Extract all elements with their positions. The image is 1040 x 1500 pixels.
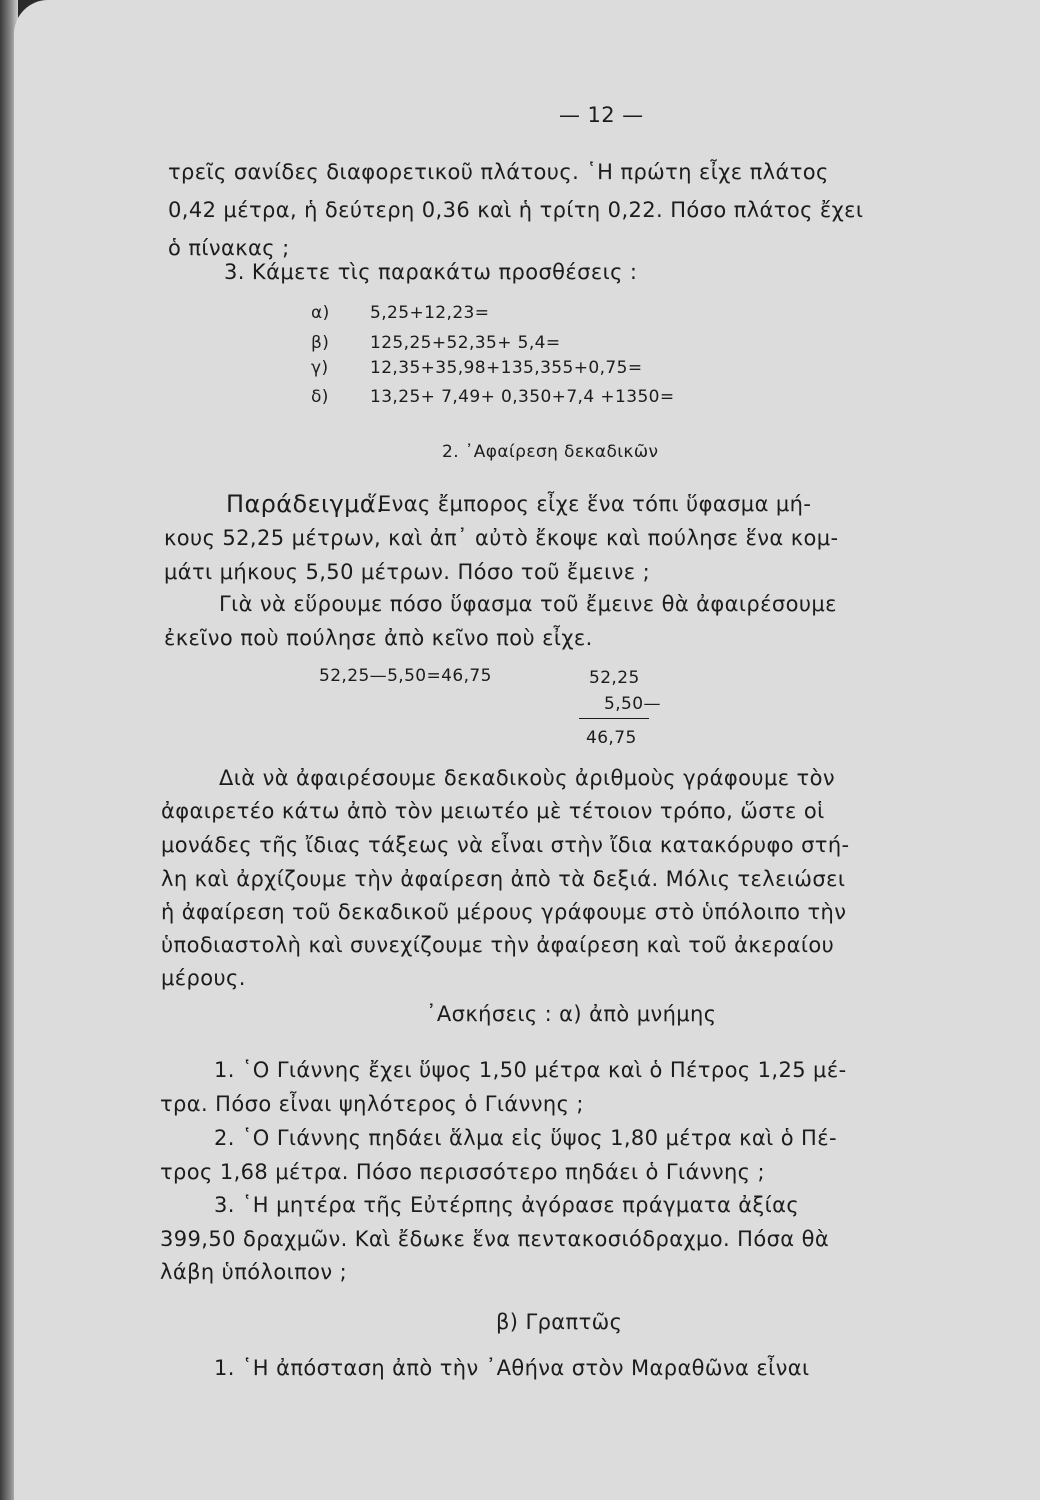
intro-line: τρεῖς σανίδες διαφορετικοῦ πλάτους. ῾Η πρώτη εἶχε πλάτος bbox=[168, 160, 829, 184]
example-line: ῞Ενας ἔμπορος εἶχε ἕνα τόπι ὕφασμα μή- bbox=[367, 492, 812, 516]
explanation-line: Διὰ νὰ ἀφαιρέσουμε δεκαδικοὺς ἀριθμοὺς γράφουμε τὸν bbox=[219, 766, 835, 790]
addition-label: γ) bbox=[311, 358, 329, 378]
exercise-line: 399,50 δραχμῶν. Καὶ ἔδωκε ἕνα πεντακοσιόδραχμο. Πόσα θὰ bbox=[160, 1227, 830, 1251]
exercise-line: τρα. Πόσο εἶναι ψηλότερος ὁ Γιάννης ; bbox=[160, 1092, 584, 1116]
explanation-line: ὑποδιαστολὴ καὶ συνεχίζουμε τὴν ἀφαίρεση καὶ τοῦ ἀκεραίου bbox=[161, 933, 835, 957]
written-heading: β) Γραπτῶς bbox=[496, 1310, 623, 1334]
addition-label: δ) bbox=[311, 387, 329, 407]
book-page bbox=[14, 0, 1040, 1500]
explanation-line: ἀφαιρετέο κάτω ἀπὸ τὸν μειωτέο μὲ τέτοιον τρόπο, ὥστε οἱ bbox=[161, 799, 825, 823]
addition-expression: 13,25+ 7,49+ 0,350+7,4 +1350= bbox=[370, 387, 675, 407]
addition-label: α) bbox=[311, 303, 330, 323]
calc-result: 46,75 bbox=[586, 728, 637, 748]
calc-rule bbox=[579, 718, 649, 719]
example-line: Γιὰ νὰ εὕρουμε πόσο ὕφασμα τοῦ ἔμεινε θὰ ἀφαιρέσουμε bbox=[219, 592, 837, 616]
example-line: κους 52,25 μέτρων, καὶ ἀπ᾽ αὐτὸ ἔκοψε καὶ πούλησε ἕνα κομ- bbox=[164, 526, 839, 550]
exercise3-title: 3. Κάμετε τὶς παρακάτω προσθέσεις : bbox=[224, 260, 638, 284]
calc-minuend: 52,25 bbox=[589, 668, 640, 688]
exercises-heading: ᾽Ασκήσεις : α) ἀπὸ μνήμης bbox=[426, 1002, 717, 1026]
explanation-line: μέρους. bbox=[161, 966, 246, 990]
exercise-line: 1. ῾Η ἀπόσταση ἀπὸ τὴν ᾽Αθήνα στὸν Μαραθῶνα εἶναι bbox=[214, 1356, 810, 1380]
exercise-line: τρος 1,68 μέτρα. Πόσο περισσότερο πηδάει ὁ Γιάννης ; bbox=[160, 1160, 765, 1184]
exercise-line: 3. ῾Η μητέρα τῆς Εὐτέρπης ἀγόρασε πράγματα ἀξίας bbox=[214, 1193, 800, 1217]
addition-expression: 125,25+52,35+ 5,4= bbox=[370, 333, 561, 353]
example-label: Παράδειγμα. bbox=[226, 490, 385, 518]
example-line: μάτι μήκους 5,50 μέτρων. Πόσο τοῦ ἔμεινε ; bbox=[164, 560, 651, 584]
exercise-line: 1. ῾Ο Γιάννης ἔχει ὕψος 1,50 μέτρα καὶ ὁ Πέτρος 1,25 μέ- bbox=[214, 1058, 847, 1082]
calc-inline: 52,25—5,50=46,75 bbox=[319, 666, 492, 686]
calc-subtrahend: 5,50— bbox=[604, 694, 661, 714]
section-heading: 2. ᾽Αφαίρεση δεκαδικῶν bbox=[442, 442, 659, 462]
intro-line: ὁ πίνακας ; bbox=[168, 236, 290, 260]
page-number: — 12 — bbox=[559, 103, 644, 127]
exercise-line: 2. ῾Ο Γιάννης πηδάει ἅλμα εἰς ὕψος 1,80 μέτρα καὶ ὁ Πέ- bbox=[214, 1126, 837, 1150]
explanation-line: λη καὶ ἀρχίζουμε τὴν ἀφαίρεση ἀπὸ τὰ δεξιά. Μόλις τελειώσει bbox=[161, 867, 846, 891]
addition-expression: 12,35+35,98+135,355+0,75= bbox=[370, 358, 643, 378]
explanation-line: ἡ ἀφαίρεση τοῦ δεκαδικοῦ μέρους γράφουμε στὸ ὑπόλοιπο τὴν bbox=[161, 900, 847, 924]
intro-line: 0,42 μέτρα, ἡ δεύτερη 0,36 καὶ ἡ τρίτη 0,22. Πόσο πλάτος ἔχει bbox=[168, 198, 864, 222]
addition-expression: 5,25+12,23= bbox=[370, 303, 490, 323]
example-line: ἐκεῖνο ποὺ πούλησε ἀπὸ κεῖνο ποὺ εἶχε. bbox=[164, 626, 593, 650]
exercise-line: λάβη ὑπόλοιπον ; bbox=[160, 1260, 348, 1284]
explanation-line: μονάδες τῆς ἴδιας τάξεως νὰ εἶναι στὴν ἴδια κατακόρυφο στή- bbox=[161, 833, 850, 857]
addition-label: β) bbox=[311, 333, 330, 353]
